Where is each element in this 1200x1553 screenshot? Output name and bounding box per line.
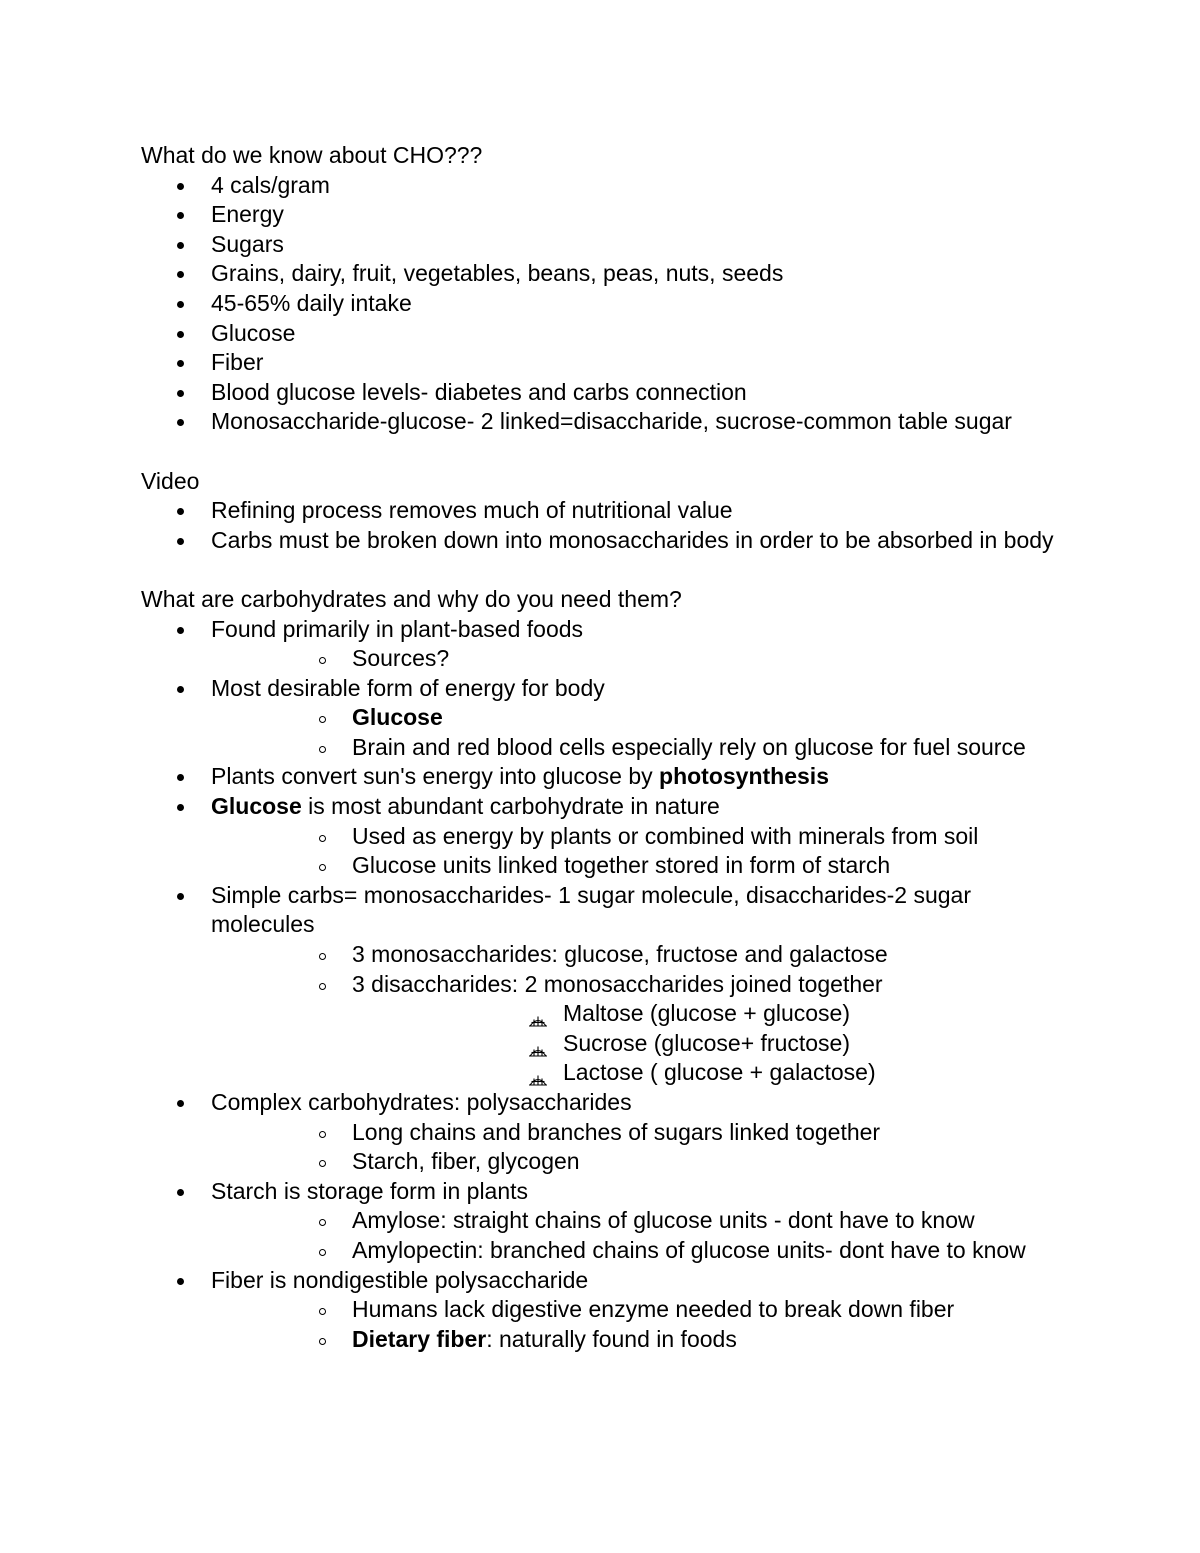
text-run: Lactose ( glucose + galactose) (563, 1059, 876, 1086)
section (141, 467, 1071, 556)
disc-bullet-icon (177, 242, 184, 249)
list-item-text (352, 1326, 737, 1352)
list-item-text (211, 408, 1012, 434)
text-run: 3 disaccharides: 2 monosaccharides joined together (352, 970, 883, 997)
list-item-text (352, 971, 883, 997)
list-item-text (211, 1267, 588, 1293)
text-run: Starch is storage form in plants (211, 1177, 529, 1204)
bullet-list-level-1 (141, 496, 1071, 555)
bullet-list-level-2 (211, 940, 1071, 1088)
text-run: Most desirable form of energy for body (211, 674, 605, 701)
disc-bullet-icon (177, 627, 184, 634)
circle-bullet-icon (319, 1160, 326, 1167)
list-item-text (352, 734, 1026, 760)
text-run: : naturally found in foods (486, 1325, 737, 1352)
list-item (141, 674, 1071, 763)
text-run: Glucose (211, 319, 296, 346)
list-item (211, 822, 1071, 852)
list-item (141, 881, 1071, 1088)
list-item (141, 762, 1071, 792)
list-item (141, 259, 1071, 289)
disc-bullet-icon (177, 774, 184, 781)
list-item (141, 200, 1071, 230)
section (141, 141, 1071, 437)
bullet-list-level-3 (352, 999, 1071, 1088)
text-run: Monosaccharide-glucose- 2 linked=disaccharide, sucrose-common table sugar (211, 408, 1012, 435)
circle-bullet-icon (319, 716, 326, 723)
list-item-text (211, 260, 783, 286)
wingdings-bullet-icon (528, 1006, 548, 1022)
circle-bullet-icon (319, 657, 326, 664)
list-item (211, 1236, 1071, 1266)
list-item (141, 407, 1071, 437)
list-item-text (563, 1030, 850, 1056)
text-run: Plants convert sun's energy into glucose by (211, 763, 660, 790)
text-run: is most abundant carbohydrate in nature (301, 793, 720, 820)
list-item (211, 851, 1071, 881)
bold-text: Glucose (211, 793, 302, 820)
list-item (352, 999, 1071, 1029)
text-run: Maltose (glucose + glucose) (563, 1000, 851, 1027)
text-run: Complex carbohydrates: polysaccharides (211, 1089, 632, 1115)
text-run: Starch, fiber, glycogen (352, 1148, 580, 1175)
document-body (141, 141, 1071, 1354)
text-run: 3 monosaccharides: glucose, fructose and galactose (352, 941, 888, 968)
text-run: Fiber (211, 349, 264, 376)
text-run: Sucrose (glucose+ fructose) (563, 1029, 850, 1056)
list-item (141, 348, 1071, 378)
disc-bullet-icon (177, 301, 184, 308)
list-item (141, 230, 1071, 260)
bullet-list-level-2 (211, 703, 1071, 762)
text-run: Amylopectin: branched chains of glucose units- dont have to know (352, 1236, 1026, 1263)
wingdings-bullet-icon (528, 1065, 548, 1081)
text-run: Humans lack digestive enzyme needed to break down fiber (352, 1296, 955, 1323)
list-item-text (352, 1296, 954, 1322)
list-item-text (352, 852, 890, 878)
list-item-text (211, 675, 605, 701)
text-run: Found primarily in plant-based foods (211, 615, 584, 642)
disc-bullet-icon (177, 804, 184, 811)
list-item (211, 703, 1071, 733)
text-run: Simple carbs= monosaccharides- 1 sugar molecule, disaccharides-2 sugar molecules (211, 881, 971, 938)
list-item-text (211, 172, 330, 198)
text-run: 4 cals/gram (211, 171, 330, 198)
list-item (211, 1295, 1071, 1325)
disc-bullet-icon (177, 538, 184, 545)
list-item (211, 970, 1071, 1088)
circle-bullet-icon (319, 953, 326, 960)
section-heading: What are carbohydrates and why do you need them? (141, 585, 682, 612)
list-item (211, 1147, 1071, 1177)
bold-text: Dietary fiber (352, 1325, 487, 1352)
list-item-text (211, 616, 583, 642)
disc-bullet-icon (177, 893, 184, 900)
list-item-text (352, 941, 888, 967)
list-item (141, 1177, 1071, 1266)
circle-bullet-icon (319, 835, 326, 842)
list-item-text (352, 1237, 1026, 1263)
list-item-text (211, 349, 263, 375)
disc-bullet-icon (177, 1100, 184, 1107)
circle-bullet-icon (319, 1131, 326, 1138)
list-item-text (211, 497, 733, 523)
list-item-text (211, 1089, 632, 1115)
bullet-list-level-1 (141, 171, 1071, 437)
text-run: 45-65% daily intake (211, 289, 412, 316)
bold-text: Glucose (352, 704, 443, 731)
section-heading: Video (141, 467, 200, 494)
circle-bullet-icon (319, 746, 326, 753)
disc-bullet-icon (177, 360, 184, 367)
circle-bullet-icon (319, 864, 326, 871)
list-item-text (211, 231, 284, 257)
disc-bullet-icon (177, 419, 184, 426)
circle-bullet-icon (319, 1219, 326, 1226)
list-item-text (211, 201, 284, 227)
section (141, 585, 1071, 1354)
disc-bullet-icon (177, 183, 184, 190)
list-item-text (211, 379, 747, 405)
text-run: Glucose units linked together stored in form of starch (352, 852, 891, 879)
list-item-text (563, 1059, 876, 1085)
list-item (141, 378, 1071, 408)
list-item (141, 1088, 1071, 1177)
list-item-text (211, 1178, 528, 1204)
list-item-text (211, 793, 720, 819)
list-item (141, 496, 1071, 526)
bullet-list-level-2 (211, 1206, 1071, 1265)
disc-bullet-icon (177, 331, 184, 338)
bullet-list-level-1 (141, 615, 1071, 1355)
wingdings-bullet-icon (528, 1036, 548, 1052)
text-run: Energy (211, 201, 284, 228)
text-run: Refining process removes much of nutritional value (211, 497, 733, 524)
text-run: Carbs must be broken down into monosaccharides in order to be absorbed in body (211, 526, 1054, 553)
list-item (211, 733, 1071, 763)
circle-bullet-icon (319, 1308, 326, 1315)
list-item (141, 1266, 1071, 1355)
list-item (141, 792, 1071, 881)
list-item-text (352, 1207, 975, 1233)
bold-text: photosynthesis (659, 763, 829, 790)
list-item (352, 1058, 1071, 1088)
disc-bullet-icon (177, 686, 184, 693)
list-item-text (563, 1000, 850, 1026)
list-item-text (211, 290, 412, 316)
disc-bullet-icon (177, 390, 184, 397)
list-item (211, 1325, 1071, 1355)
list-item (211, 1118, 1071, 1148)
list-item (352, 1029, 1071, 1059)
bullet-list-level-2 (211, 1295, 1071, 1354)
disc-bullet-icon (177, 212, 184, 219)
list-item (141, 171, 1071, 201)
text-run: Sugars (211, 230, 284, 257)
text-run: Used as energy by plants or combined with minerals from soil (352, 822, 979, 849)
list-item-text (211, 320, 295, 346)
list-item-text (211, 763, 829, 789)
text-run: Long chains and branches of sugars linked together (352, 1118, 881, 1145)
text-run: Fiber is nondigestible polysaccharide (211, 1266, 589, 1293)
list-item-text (352, 645, 449, 671)
list-item-text (211, 527, 1054, 553)
list-item-text (352, 823, 978, 849)
list-item (141, 526, 1071, 556)
list-item (141, 615, 1071, 674)
section-heading: What do we know about CHO??? (141, 142, 483, 168)
list-item-text (211, 882, 971, 938)
list-item-text (352, 704, 443, 730)
list-item (141, 319, 1071, 349)
circle-bullet-icon (319, 1249, 326, 1256)
bullet-list-level-2 (211, 1118, 1071, 1177)
list-item (211, 1206, 1071, 1236)
text-run: Brain and red blood cells especially rely on glucose for fuel source (352, 733, 1026, 760)
disc-bullet-icon (177, 508, 184, 515)
disc-bullet-icon (177, 1278, 184, 1285)
text-run: Amylose: straight chains of glucose units - dont have to know (352, 1207, 975, 1234)
text-run: Blood glucose levels- diabetes and carbs connection (211, 378, 747, 405)
bullet-list-level-2 (211, 644, 1071, 674)
circle-bullet-icon (319, 1338, 326, 1345)
list-item (211, 644, 1071, 674)
text-run: Sources? (352, 645, 450, 672)
list-item-text (352, 1119, 880, 1145)
list-item (141, 289, 1071, 319)
disc-bullet-icon (177, 1189, 184, 1196)
list-item-text (352, 1148, 580, 1174)
circle-bullet-icon (319, 983, 326, 990)
list-item (211, 940, 1071, 970)
bullet-list-level-2 (211, 822, 1071, 881)
text-run: Grains, dairy, fruit, vegetables, beans, peas, nuts, seeds (211, 260, 784, 287)
disc-bullet-icon (177, 271, 184, 278)
